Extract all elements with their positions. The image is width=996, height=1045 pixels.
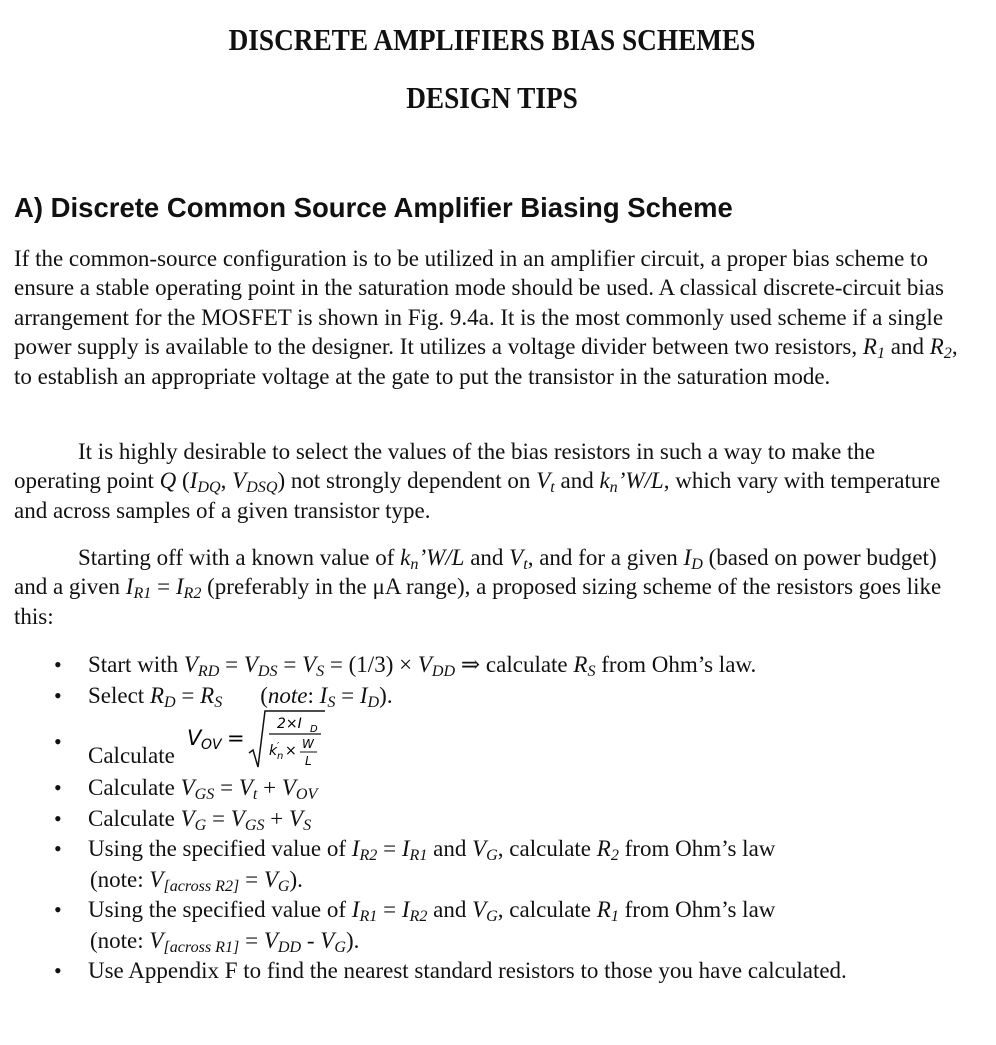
svg-text:D: D	[309, 724, 318, 735]
svg-text:W: W	[301, 737, 314, 751]
svg-text:V: V	[186, 726, 201, 750]
bullet-icon: •	[54, 897, 62, 922]
svg-text:L: L	[304, 754, 312, 768]
bullet-icon: •	[54, 958, 62, 983]
svg-text:2×I: 2×I	[276, 716, 302, 732]
bullet-icon: •	[54, 652, 62, 677]
svg-text:×: ×	[284, 743, 297, 759]
paragraph-sizing-scheme: Starting off with a known value of $k_n’W/L$ and $V_t$, and for a given $I_D$ (based on power budget) and a given $I_{R1} = I_{R2}$ (preferably in the μA range), a proposed sizing scheme of the resistors goes like this:	[14, 545, 942, 629]
list-item: • Calculate $V_G = V_{GS} + V_S$	[54, 805, 312, 834]
paragraph-intro: If the common-source configuration is to be utilized in an amplifier circuit, a proper bias scheme to ensure a stable operating point in the saturation mode should be used. A classical discrete-circuit bias arrangement for the MOSFET is shown in Fig. 9.4a. It is the most commonly used scheme if a single power supply is available to the designer. It utilizes a voltage divider between two resistors, $R_1$ and $R_2$, to establish an appropriate voltage at the gate to put the transistor in the saturation mode.	[14, 246, 958, 389]
list-item: • Use Appendix F to find the nearest standard resistors to those you have calculated.	[0, 956, 990, 987]
list-item: • Select $R_D = R_S$ (note: $I_S = I_D$).	[54, 682, 393, 711]
bullet-icon: •	[54, 775, 62, 800]
svg-text:k: k	[268, 743, 277, 759]
list-item: • Calculate V OV = 2×I D k ′ n × W L	[0, 711, 990, 773]
list-item: • Using the specified value of $I_{R2} = I_{R1}$ and $V_G$, calculate $R_2$ from Ohm’s law (note: $V_{[across R2]} = V_G$).	[54, 836, 776, 895]
bullet-icon: •	[54, 729, 62, 754]
bullet-icon: •	[54, 682, 62, 708]
bullet-icon: •	[54, 836, 62, 861]
svg-text:n: n	[276, 751, 283, 762]
section-heading: A) Discrete Common Source Amplifier Biasing Scheme	[14, 192, 733, 223]
list-item: • Calculate $V_{GS} = V_t + V_{OV}$	[54, 775, 318, 804]
list-item: • Using the specified value of $I_{R1} = I_{R2}$ and $V_G$, calculate $R_1$ from Ohm’s law (note: $V_{[across R1]} = V_{DD} - V_G$).	[54, 897, 776, 956]
document-subtitle: DESIGN TIPS	[406, 80, 578, 115]
list-item: • Start with $V_{RD} = V_{DS} = V_S = (1/3) \times V_{DD}$ ⇒ calculate $R_S$ from Ohm’s law.	[54, 652, 757, 681]
svg-text:OV: OV	[200, 737, 222, 753]
bullet-icon: •	[54, 805, 62, 831]
svg-text:=: =	[226, 726, 245, 750]
document-title: DISCRETE AMPLIFIERS BIAS SCHEMES	[228, 22, 756, 57]
paragraph-operating-point: It is highly desirable to select the values of the bias resistors in such a way to make the operating point Q ($I_{DQ}$, $V_{DSQ}$) not strongly dependent on $V_t$ and $k_n’W/L$, which vary with temperature and across samples of a given transistor type.	[14, 439, 941, 523]
sqrt-fraction-graphic	[247, 709, 327, 771]
svg-text:′: ′	[276, 741, 279, 752]
sizing-steps-list	[0, 650, 990, 987]
vov-formula	[187, 709, 327, 771]
